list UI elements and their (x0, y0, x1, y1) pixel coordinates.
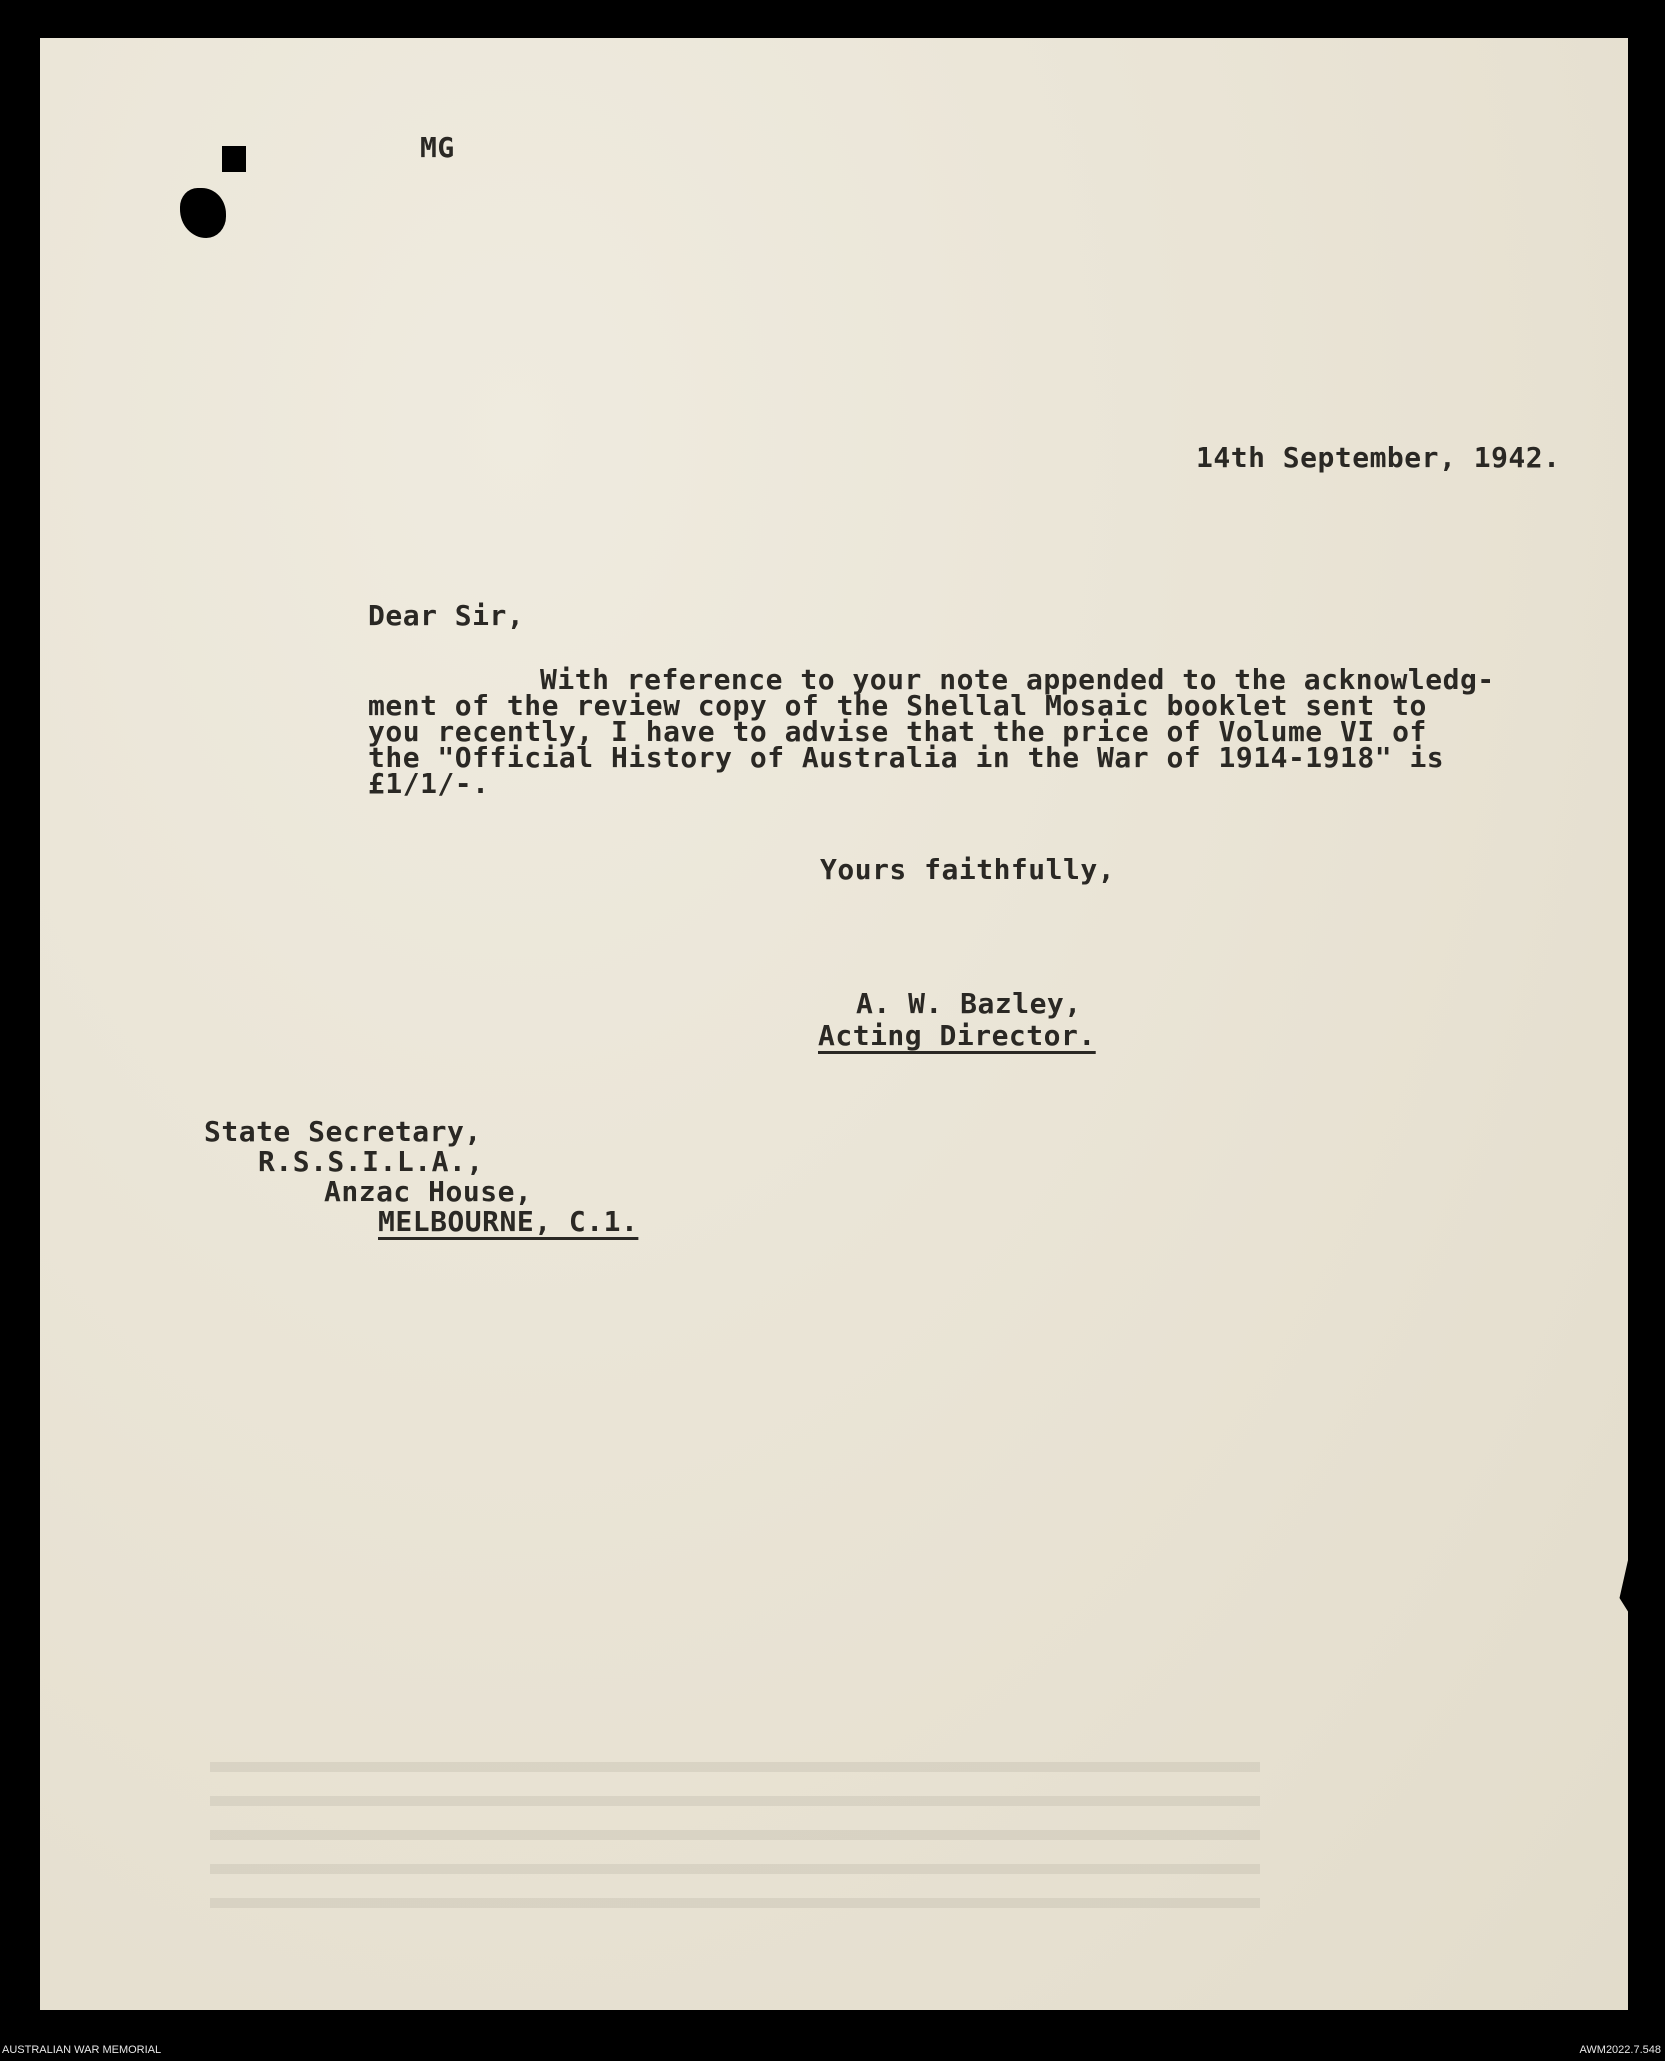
archive-footer (0, 2040, 1665, 2061)
body-line-4: the "Official History of Australia in the War of 1914-1918" is (368, 741, 1445, 774)
letter-date: 14th September, 1942. (1196, 441, 1561, 474)
body-line-1: With reference to your note appended to the acknowledg- (540, 663, 1495, 696)
address-line-1: State Secretary, (204, 1115, 482, 1148)
punch-hole-top (222, 146, 246, 172)
signatory-name: A. W. Bazley, (856, 987, 1082, 1020)
closing: Yours faithfully, (820, 853, 1116, 886)
signatory-title: Acting Director. (818, 1019, 1096, 1052)
address-line-4: MELBOURNE, C.1. (378, 1205, 639, 1238)
punch-hole-torn (180, 188, 226, 238)
address-line-3: Anzac House, (324, 1175, 533, 1208)
address-line-2: R.S.S.I.L.A., (258, 1145, 484, 1178)
salutation: Dear Sir, (368, 599, 525, 632)
footer-institution: AUSTRALIAN WAR MEMORIAL (2, 2044, 162, 2056)
show-through-text (210, 1738, 1260, 1928)
initials: MG (420, 131, 455, 164)
body-line-5: £1/1/-. (368, 767, 490, 800)
footer-reference: AWM2022.7.548 (1579, 2044, 1661, 2056)
letter-page (40, 38, 1628, 2010)
body-line-3: you recently, I have to advise that the price of Volume VI of (368, 715, 1427, 748)
body-line-2: ment of the review copy of the Shellal Mosaic booklet sent to (368, 689, 1427, 722)
